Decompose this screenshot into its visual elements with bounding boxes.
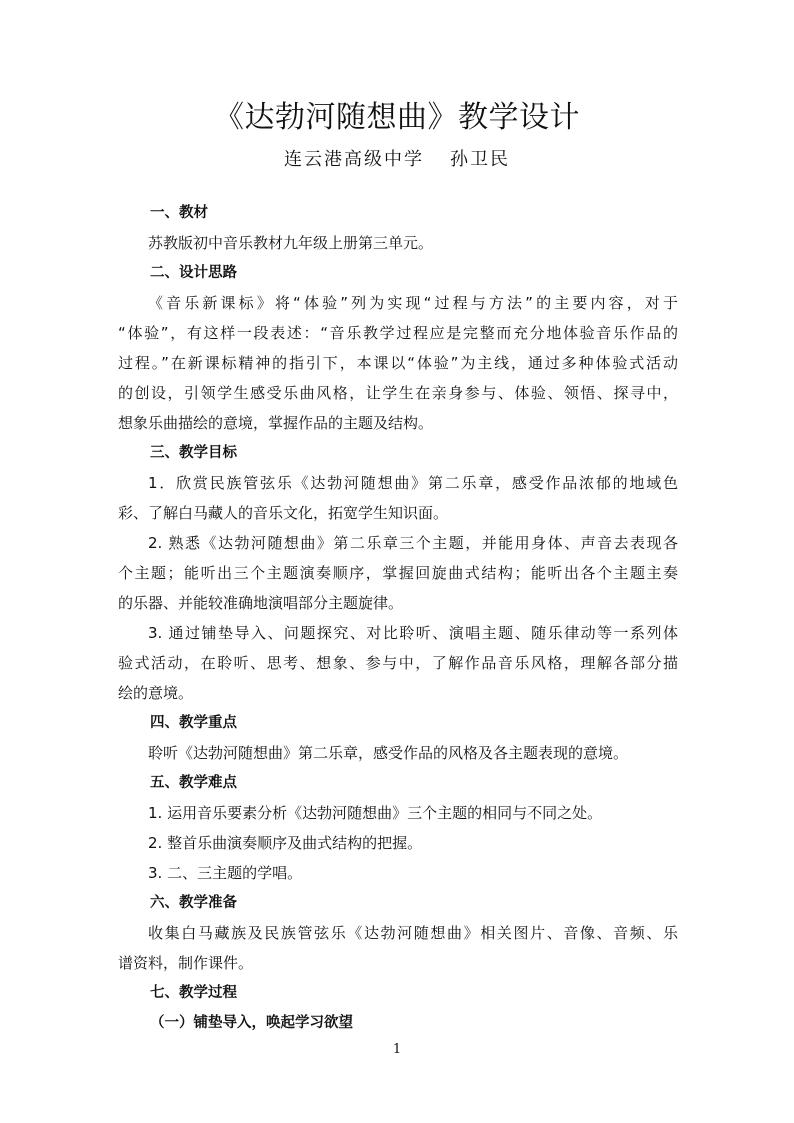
author-name: 孙卫民 xyxy=(450,149,510,170)
paragraph-line: 验式活动，在聆听、思考、想象、参与中，了解作品音乐风格，理解各部分描 xyxy=(118,654,678,672)
paragraph-line: 绘的意境。 xyxy=(118,684,194,702)
paragraph-line: 1．欣赏民族管弦乐《达勃河随想曲》第二乐章，感受作品浓郁的地域色 xyxy=(148,474,678,492)
paragraph-line: 1. 运用音乐要素分析《达勃河随想曲》三个主题的相同与不同之处。 xyxy=(148,804,603,822)
document-title: 《达勃河随想曲》教学设计 xyxy=(214,100,580,135)
section-heading-process: 七、教学过程 xyxy=(150,985,237,1001)
author-school: 连云港高级中学 xyxy=(284,149,424,170)
paragraph-line: 苏教版初中音乐教材九年级上册第三单元。 xyxy=(148,234,434,252)
paragraph-line: 想象乐曲描绘的意境，掌握作品的主题及结构。 xyxy=(118,414,434,432)
paragraph-line: 3. 通过铺垫导入、问题探究、对比聆听、演唱主题、随乐律动等一系列体 xyxy=(148,624,678,642)
paragraph-line: 彩、了解白马藏人的音乐文化，拓宽学生知识面。 xyxy=(118,504,449,522)
paragraph-line: 2. 熟悉《达勃河随想曲》第二乐章三个主题，并能用身体、声音去表现各 xyxy=(148,534,678,552)
paragraph-line: 收集白马藏族及民族管弦乐《达勃河随想曲》相关图片、音像、音频、乐 xyxy=(148,924,678,942)
section-heading-objectives: 三、教学目标 xyxy=(150,445,237,461)
page-number: 1 xyxy=(392,1042,402,1057)
paragraph-line: “体验”，有这样一段表述：“音乐教学过程应是完整而充分地体验音乐作品的 xyxy=(118,324,678,342)
section-heading-design-idea: 二、设计思路 xyxy=(150,265,237,281)
paragraph-line: 的创设，引领学生感受乐曲风格，让学生在亲身参与、体验、领悟、探寻中， xyxy=(118,384,678,402)
section-heading-textbook: 一、教材 xyxy=(150,205,208,221)
paragraph-line: 2. 整首乐曲演奏顺序及曲式结构的把握。 xyxy=(148,834,423,852)
paragraph-line: 谱资料，制作课件。 xyxy=(118,954,254,972)
paragraph-line: 3. 二、三主题的学唱。 xyxy=(148,864,303,882)
document-body xyxy=(118,198,678,1038)
paragraph-line: 的乐器、并能较准确地演唱部分主题旋律。 xyxy=(118,594,404,612)
section-heading-difficulties: 五、教学难点 xyxy=(150,775,237,791)
paragraph-line: 聆听《达勃河随想曲》第二乐章，感受作品的风格及各主题表现的意境。 xyxy=(148,744,629,762)
paragraph-line: 《音乐新课标》将“体验”列为实现“过程与方法”的主要内容，对于 xyxy=(148,294,678,312)
paragraph-line: 过程。”在新课标精神的指引下，本课以“体验”为主线，通过多种体验式活动 xyxy=(118,354,678,372)
subsection-heading-intro: （一）铺垫导入，唤起学习欲望 xyxy=(150,1015,353,1031)
section-heading-preparation: 六、教学准备 xyxy=(150,895,237,911)
paragraph-line: 个主题；能听出三个主题演奏顺序，掌握回旋曲式结构；能听出各个主题主奏 xyxy=(118,564,678,582)
author-line xyxy=(0,145,794,175)
section-heading-key-points: 四、教学重点 xyxy=(150,715,237,731)
